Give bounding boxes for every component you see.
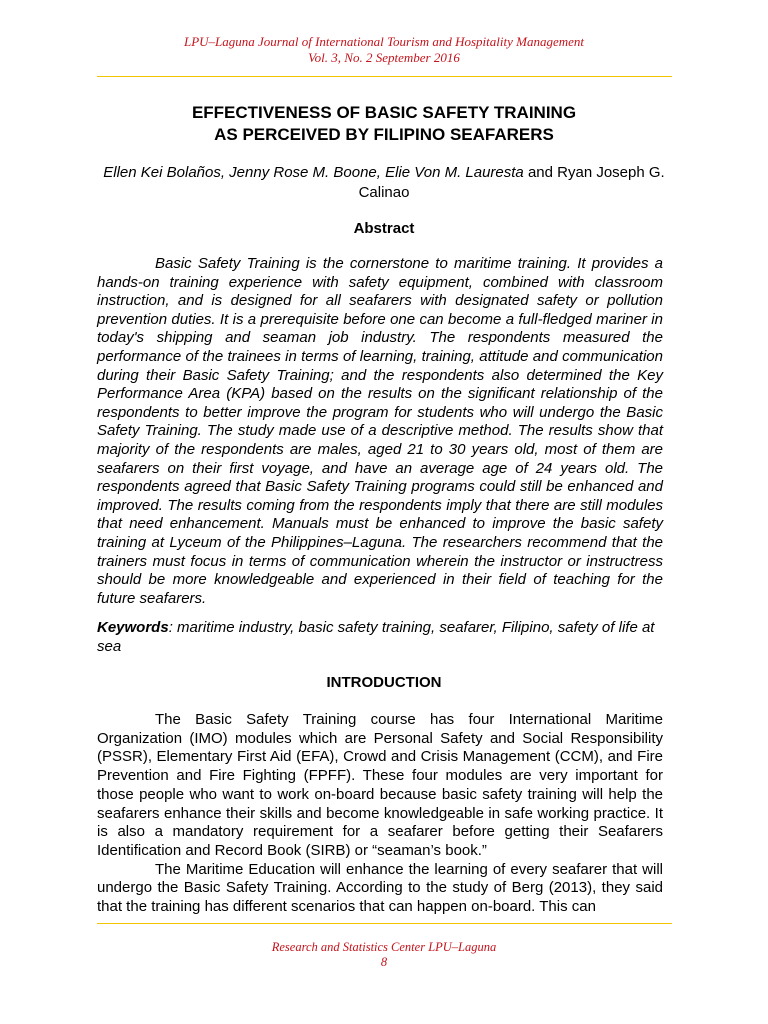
author-conjunction: and xyxy=(523,164,558,181)
author-list xyxy=(100,163,668,203)
footer-divider xyxy=(97,923,672,924)
paper-title xyxy=(0,102,768,146)
running-header xyxy=(0,34,768,66)
introduction-heading: INTRODUCTION xyxy=(326,674,442,691)
issue-info: Vol. 3, No. 2 September 2016 xyxy=(308,50,460,65)
author-names: Ellen Kei Bolaños, Jenny Rose M. Boone, Elie Von M. Lauresta xyxy=(103,164,524,181)
keywords-text: : maritime industry, basic safety training, seafarer, Filipino, safety of life at sea xyxy=(97,619,655,655)
keywords-line xyxy=(97,618,663,656)
running-footer xyxy=(0,940,768,970)
title-line-2: AS PERCEIVED BY FILIPINO SEAFARERS xyxy=(214,125,554,144)
last-author: Ryan Joseph G. Calinao xyxy=(358,164,665,201)
abstract-body: Basic Safety Training is the cornerstone to maritime training. It provides a hands-on training experience with safety equipment, combined with classroom instruction, and is designed for all seafarers with designated safety or pollution prevention duties. It is a prerequisite before one can become a full-fledged mariner in today's shipping and seaman job industry. The respondents measured the performance of the trainees in terms of learning, training, attitude and communication during their Basic Safety Training; and the respondents also determined the Key Performance Area (KPA) based on the results on the significant relationship of the respondents to better improve the program for students who will undergo the Basic Safety Training. The study made use of a descriptive method. The results show that majority of the respondents are males, aged 21 to 30 years old, most of them are seafarers on their first voyage, and have an average age of 24 years old. The respondents agreed that Basic Safety Training programs could still be enhanced and improved. The results coming from the respondents imply that there are still modules that need enhancement. Manuals must be enhanced to improve the basic safety training at Lyceum of the Philippines–Laguna. The researchers recommend that the trainers must focus in terms of communication wherein the instructor or instructress should be more knowledgeable and experienced in their field of teaching for the future seafarers. xyxy=(97,255,663,607)
footer-center-text: Research and Statistics Center LPU–Laguna xyxy=(271,940,497,954)
journal-name: LPU–Laguna Journal of International Tourism and Hospitality Management xyxy=(184,34,584,49)
header-divider xyxy=(97,76,672,77)
introduction-body xyxy=(97,711,663,917)
keywords-label: Keywords xyxy=(97,619,169,636)
introduction-paragraph-1: The Basic Safety Training course has four International Maritime Organization (IMO) modules which are Personal Safety and Social Responsibility (PSSR), Elementary First Aid (EFA), Crowd and Crisis Management (CCM), and Fire Prevention and Fire Fighting (FPFF). These four modules are very important for those people who want to work on-board because basic safety training will help the seafarers enhance their skills and become knowledgeable in safe working practice. It is also a mandatory requirement for a seafarer before getting their Seafarers Identification and Record Book (SIRB) or “seaman’s book.” xyxy=(97,711,663,859)
page-number: 8 xyxy=(380,955,388,969)
abstract-heading: Abstract xyxy=(353,220,415,237)
title-line-1: EFFECTIVENESS OF BASIC SAFETY TRAINING xyxy=(191,103,577,122)
introduction-paragraph-2: The Maritime Education will enhance the learning of every seafarer that will undergo the Basic Safety Training. According to the study of Berg (2013), they said that the training has different scenarios that can happen on-board. This can xyxy=(97,860,663,916)
